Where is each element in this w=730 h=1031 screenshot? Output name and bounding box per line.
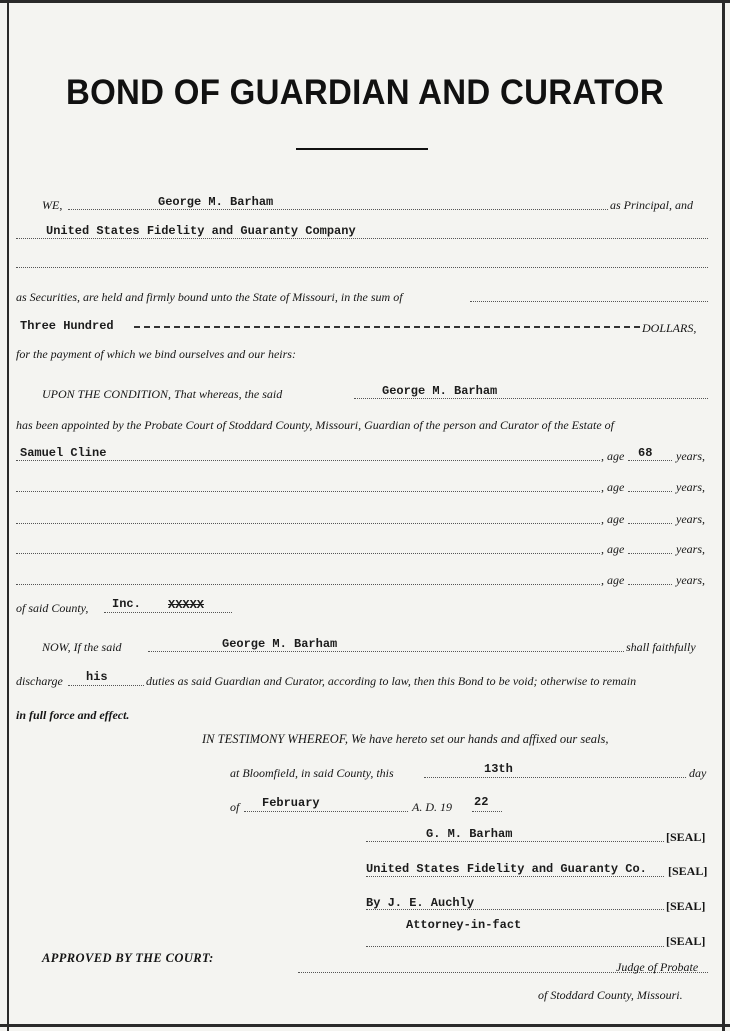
ad-label: A. D. 19 [412, 800, 452, 814]
seal-2: [SEAL] [668, 864, 708, 878]
age-label: , age [601, 542, 625, 556]
dollars-label: DOLLARS, [642, 321, 697, 335]
day-value: 13th [484, 762, 513, 776]
age-label: , age [601, 573, 625, 587]
bloomfield-text: at Bloomfield, in said County, this [230, 766, 394, 780]
age-label: , age [601, 512, 625, 526]
signature-2: United States Fidelity and Guaranty Co. [366, 862, 647, 876]
condition-line [354, 398, 708, 399]
as-principal-label: as Principal, and [610, 198, 693, 212]
ward-name-line [16, 460, 600, 461]
ward-name-line [16, 523, 600, 524]
county-line [104, 612, 232, 613]
ward-name-line [16, 553, 600, 554]
county-value: Inc. [112, 597, 141, 611]
discharge-value: his [86, 670, 108, 684]
sum-dash-line [134, 326, 640, 328]
day-label: day [689, 766, 707, 780]
principal-line [68, 209, 608, 210]
signature-line-4 [366, 946, 664, 947]
day-line [424, 777, 686, 778]
condition-label: UPON THE CONDITION, That whereas, the said [42, 387, 283, 401]
now-name: George M. Barham [222, 637, 338, 651]
surety-line-1 [16, 238, 708, 239]
approved-label: APPROVED BY THE COURT: [42, 951, 214, 965]
appointment-text: has been appointed by the Probate Court of Stoddard County, Missouri, Guardian of the person and Curator of the Estate of [16, 418, 614, 432]
county-struck-text: XXXXX [168, 598, 205, 612]
duties-text: duties as said Guardian and Curator, according to law, then this Bond to be void; otherwise to remain [146, 674, 637, 688]
age-line [628, 523, 672, 524]
scan-edge-right [722, 0, 725, 1031]
payment-text: for the payment of which we bind ourselves and our heirs: [16, 347, 296, 361]
discharge-line [68, 685, 144, 686]
years-label: years, [676, 480, 705, 494]
securities-line [470, 301, 708, 302]
year-line [472, 811, 502, 812]
full-force-text: in full force and effect. [16, 708, 130, 722]
condition-name: George M. Barham [382, 384, 498, 398]
month-line [244, 811, 408, 812]
county-footer: of Stoddard County, Missouri. [538, 988, 683, 1002]
scan-edge-bottom [0, 1024, 730, 1027]
month-value: February [262, 796, 320, 810]
seal-4: [SEAL] [666, 934, 706, 948]
age-label: , age [601, 449, 625, 463]
securities-text: as Securities, are held and firmly bound unto the State of Missouri, in the sum of [16, 290, 403, 304]
age-line [628, 460, 672, 461]
age-line [628, 491, 672, 492]
ward-name-line [16, 491, 600, 492]
seal-3: [SEAL] [666, 899, 706, 913]
principal-name: George M. Barham [158, 195, 274, 209]
age-label: , age [601, 480, 625, 494]
year-value: 22 [474, 795, 489, 809]
testimony-text: IN TESTIMONY WHEREOF, We have hereto set our hands and affixed our seals, [202, 732, 609, 746]
years-label: years, [676, 542, 705, 556]
of-label: of [230, 800, 240, 814]
scan-edge-left [7, 0, 9, 1031]
years-label: years, [676, 573, 705, 587]
signature-line-2 [366, 876, 664, 877]
age-line [628, 584, 672, 585]
county-label: of said County, [16, 601, 89, 615]
sum-words: Three Hundred [20, 319, 114, 333]
document-title: BOND OF GUARDIAN AND CURATOR [65, 71, 665, 112]
ward-name-line [16, 584, 600, 585]
signature-line-1 [366, 841, 664, 842]
surety-name-1: United States Fidelity and Guaranty Company [46, 224, 356, 238]
age-line [628, 553, 672, 554]
years-label: years, [676, 512, 705, 526]
signature-subtitle: Attorney-in-fact [406, 918, 522, 932]
now-label: NOW, If the said [42, 640, 122, 654]
title-underline [296, 148, 428, 150]
scan-edge-top [0, 0, 730, 3]
faithfully-label: shall faithfully [626, 640, 696, 654]
discharge-label: discharge [16, 674, 63, 688]
years-label: years, [676, 449, 705, 463]
we-label: WE, [42, 198, 63, 212]
seal-1: [SEAL] [666, 830, 706, 844]
ward-age: 68 [638, 446, 653, 460]
surety-line-2 [16, 267, 708, 268]
now-line [148, 651, 624, 652]
judge-label: Judge of Probate [616, 960, 699, 974]
ward-name: Samuel Cline [20, 446, 107, 460]
signature-3: By J. E. Auchly [366, 896, 475, 910]
signature-1: G. M. Barham [426, 827, 513, 841]
